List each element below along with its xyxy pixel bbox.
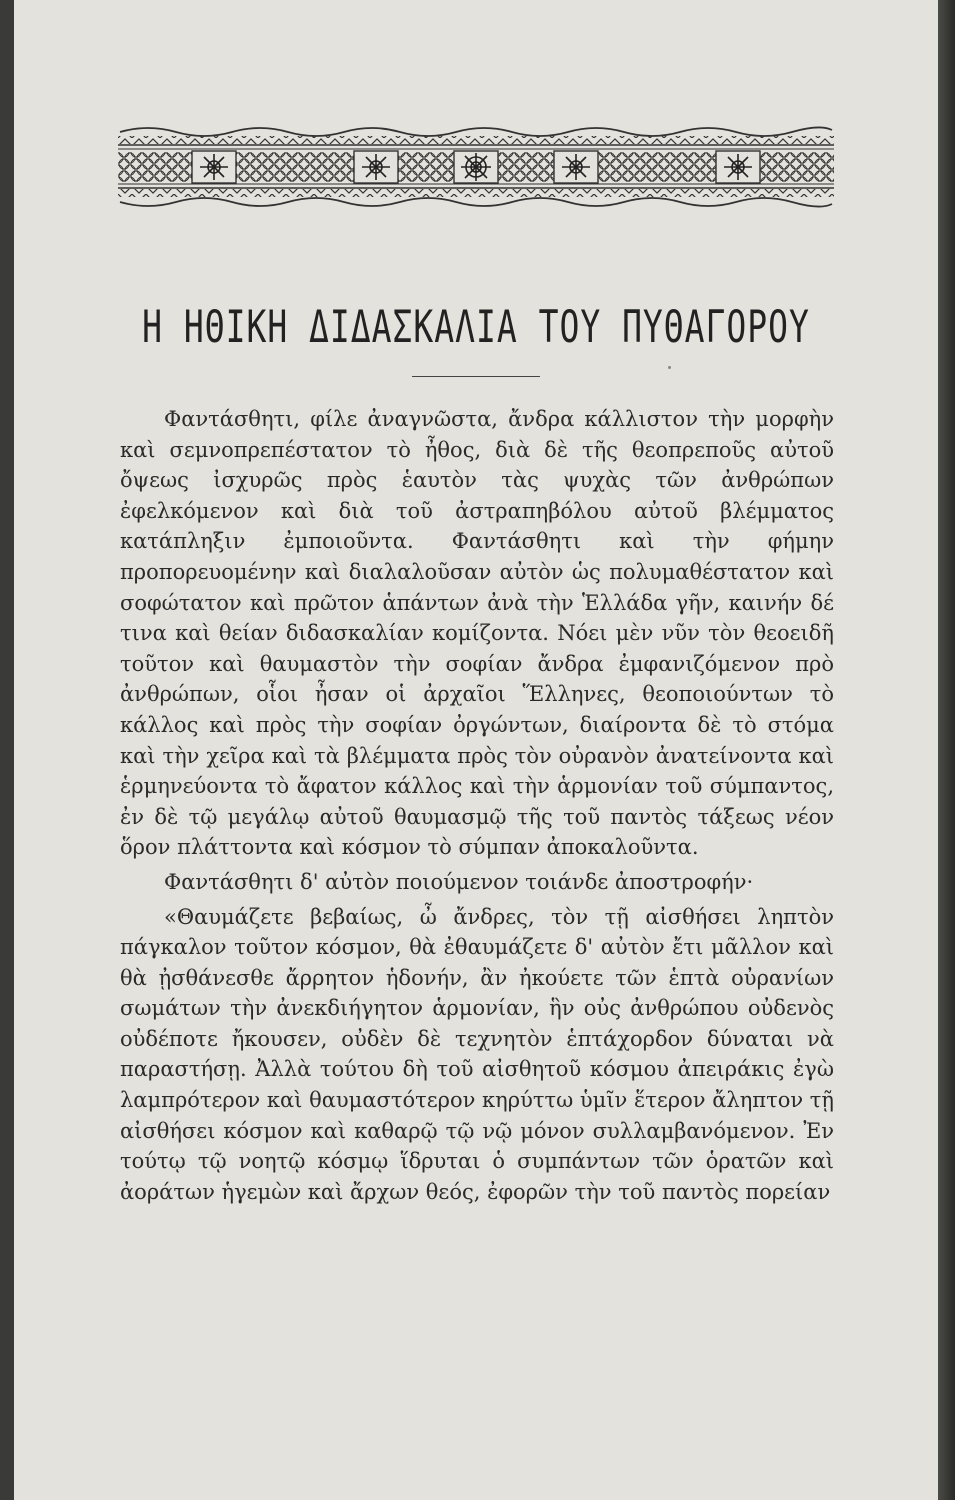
body-text (120, 404, 834, 1207)
paragraph-2: Φαντάσθητι δ' αὐτὸν ποιούμενον τοιάνδε ἀποστροφήν· (164, 869, 754, 894)
paper-speck (668, 366, 671, 369)
page-title: Η ΗΘΙΚΗ ΔΙΔΑΣΚΑΛΙΑ ΤΟΥ ΠΥΘΑΓΟΡΟΥ (142, 300, 810, 353)
paragraph-3: «Θαυμάζετε βεβαίως, ὦ ἄνδρες, τὸν τῇ αἰσθήσει ληπτὸν πάγκαλον τοῦτον κόσμον, θὰ ἐθαυμάζετε δ' αὐτὸν ἔτι μᾶλλον καὶ θὰ ᾐσθάνεσθε ἄρρητον ἡδονήν, ἂν ἠκούετε τῶν ἑπτὰ οὐρανίων σωμάτων τὴν ἀνεκδιήγητον ἁρμονίαν, ἣν οὐς ἀνθρώπου οὐδενὸς οὐδέποτε ἤκουσεν, οὐδὲν δὲ τεχνητὸν ἑπτάχορδον δύναται νὰ παραστήσῃ. Ἀλλὰ τούτου δὴ τοῦ αἰσθητοῦ κόσμου ἀπειράκις ἐγὼ λαμπρότερον καὶ θαυμαστότερον κηρύττω ὑμῖν ἕτερον ἄληπτον τῇ αἰσθήσει κόσμον καὶ καθαρῷ τῷ νῷ μόνον συλλαμβανόμενον. Ἐν τούτῳ τῷ νοητῷ κόσμῳ ἵδρυται ὁ συμπάντων τῶν ὁρατῶν καὶ ἀοράτων ἡγεμὼν καὶ ἄρχων θεός, ἐφορῶν τὴν τοῦ παντὸς πορείαν (120, 904, 834, 1204)
paragraph-1: Φαντάσθητι, φίλε ἀναγνῶστα, ἄνδρα κάλλιστον τὴν μορφὴν καὶ σεμνοπρεπέστατον τὸ ἦθος, διὰ δὲ τῆς θεοπρεποῦς αὐτοῦ ὄψεως ἰσχυρῶς πρὸς ἑαυτὸν τὰς ψυχὰς τῶν ἀνθρώπων ἐφελκόμενον καὶ διὰ τοῦ ἀστραπηβόλου αὐτοῦ βλέμματος κατάπληξιν ἐμποιοῦντα. Φαντάσθητι καὶ τὴν φήμην προπορευομένην καὶ διαλαλοῦσαν αὐτὸν ὡς πολυμαθέστατον καὶ σοφώτατον καὶ πρῶτον ἁπάντων ἀνὰ τὴν Ἑλλάδα γῆν, καινήν δέ τινα καὶ θείαν διδασκαλίαν κομίζοντα. Νόει μὲν νῦν τὸν θεοειδῆ τοῦτον καὶ θαυμαστὸν τὴν σοφίαν ἄνδρα ἐμφανιζόμενον πρὸ ἀνθρώπων, οἷοι ἦσαν οἱ ἀρχαῖοι Ἕλληνες, θεοποιούντων τὸ κάλλος καὶ πρὸς τὴν σοφίαν ὀργώντων, διαίροντα δὲ τὸ στόμα καὶ τὴν χεῖρα καὶ τὰ βλέμματα πρὸς τὸν οὐρανὸν ἀνατείνοντα καὶ ἑρμηνεύοντα τὸ ἄφατον κάλλος καὶ τὴν ἁρμονίαν τοῦ σύμπαντος, ἐν δὲ τῷ μεγάλῳ αὐτοῦ θαυμασμῷ τῆς τοῦ παντὸς τάξεως νέον ὅρον πλάττοντα καὶ κόσμον τὸ σύμπαν ἀποκαλοῦντα. (120, 407, 834, 860)
ornamental-header-band (118, 122, 834, 212)
book-edge (938, 0, 955, 1500)
book-page (14, 0, 938, 1500)
title-rule (412, 376, 540, 377)
